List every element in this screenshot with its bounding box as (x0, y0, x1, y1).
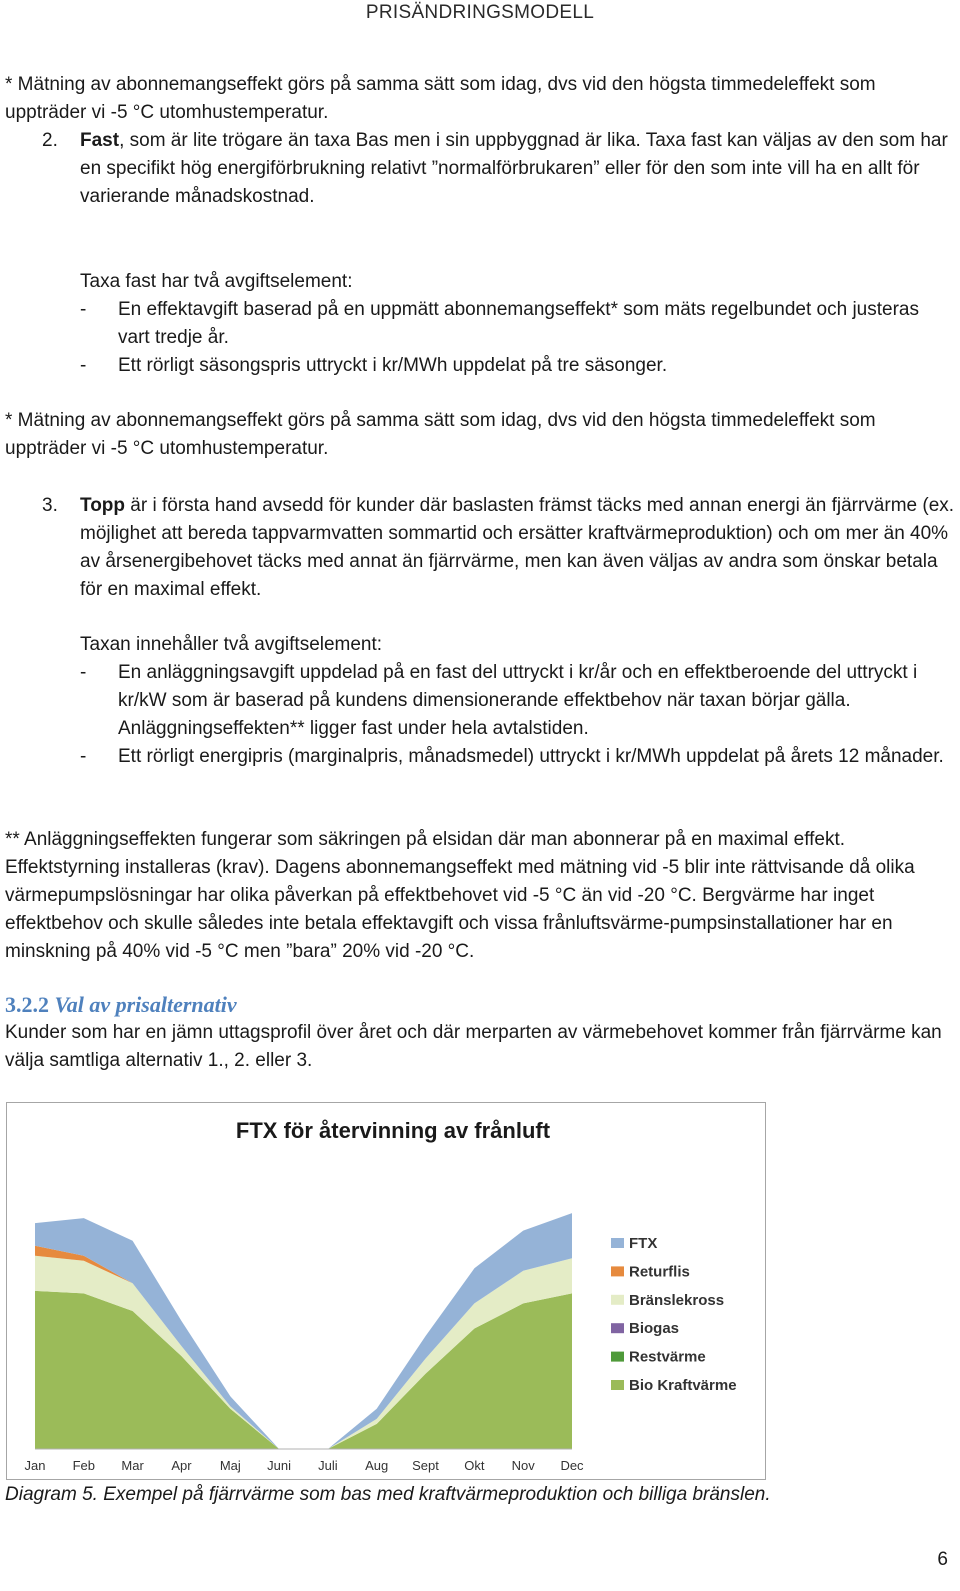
footnote-abonnemangseffekt-2: * Mätning av abonnemangseffekt görs på samma sätt som idag, dvs vid den högsta timmedeleffekt som uppträder vi -5 °C utomhustemperatur. (5, 410, 876, 459)
legend-label: Biogas (629, 1320, 680, 1338)
bullet-item: - Ett rörligt säsongspris uttryckt i kr/MWh uppdelat på tre säsonger. (80, 352, 955, 380)
x-tick-label: Nov (511, 1458, 535, 1473)
figure-caption: Diagram 5. Exempel på fjärrvärme som bas med kraftvärmeproduktion och billiga bränslen. (5, 1484, 771, 1505)
section-heading (5, 990, 237, 1020)
legend-swatch (611, 1238, 624, 1248)
bullet-item: - En anläggningsavgift uppdelad på en fast del uttryckt i kr/år och en effektberoende del uttryckt i kr/kW som är baserad på kundens dimensionerande effektbehov när taxan börjar gälla. Anläggningseffekten** ligger fast under hela avtalstiden. (80, 659, 955, 743)
list-item-fast (80, 127, 955, 211)
x-tick-label: Sept (412, 1458, 439, 1473)
x-tick-label: Dec (560, 1458, 584, 1473)
legend-swatch (611, 1295, 624, 1305)
list-item-text: är i första hand avsedd för kunder där baslasten främst täcks med annan energi än fjärrvärme (ex. möjlighet att bereda tappvarmvatten sommartid och ersätter kraftvärmeproduktion) och om mer än 40% av årsenergibehovet täcks med annat än fjärrvärme, men kan även väljas av andra som önskar betala för en maximal effekt. (80, 495, 955, 600)
page-header: PRISÄNDRINGSMODELL (365, 2, 595, 23)
chart-legend (611, 1235, 737, 1394)
footnote-abonnemangseffekt: * Mätning av abonnemangseffekt görs på samma sätt som idag, dvs vid den högsta timmedeleffekt som uppträder vi -5 °C utomhustemperatur. (5, 74, 876, 123)
page-number: 6 (937, 1549, 948, 1570)
area-chart (6, 1102, 766, 1480)
bullet-item: - En effektavgift baserad på en uppmätt abonnemangseffekt* som mäts regelbundet och justeras vart tredje år. (80, 296, 955, 352)
legend-swatch (611, 1352, 624, 1362)
x-tick-label: Juli (318, 1458, 338, 1473)
bullet-text: En anläggningsavgift uppdelad på en fast del uttryckt i kr/år och en effektberoende del uttryckt i kr/kW som är baserad på kundens dimensionerande effektbehov när taxan börjar gälla. Anläggningseffekten** ligger fast under hela avtalstiden. (118, 662, 918, 739)
chart-areas (35, 1213, 572, 1449)
bullet-text: En effektavgift baserad på en uppmätt abonnemangseffekt* som mäts regelbundet och justeras vart tredje år. (118, 299, 919, 348)
legend-swatch (611, 1266, 624, 1276)
bullet-item: - Ett rörligt energipris (marginalpris, månadsmedel) uttryckt i kr/MWh uppdelat på årets 12 månader. (80, 743, 955, 771)
fee-intro-fast: Taxa fast har två avgiftselement: (80, 271, 353, 292)
legend-label: Bio Kraftvärme (629, 1377, 737, 1394)
legend-label: Restvärme (629, 1348, 706, 1366)
bullet-text: Ett rörligt säsongspris uttryckt i kr/MWh uppdelat på tre säsonger. (118, 355, 668, 376)
legend-label: FTX (629, 1235, 658, 1252)
section-number: 3.2.2 (5, 992, 49, 1017)
legend-swatch (611, 1380, 624, 1390)
x-tick-label: Jan (24, 1458, 46, 1473)
list-item-topp (80, 492, 955, 604)
list-item-text: , som är lite trögare än taxa Bas men i sin uppbyggnad är lika. Taxa fast kan väljas av den som har en specifikt hög energiförbrukning relativt ”normalförbrukaren” eller för den som inte vill ha en allt för varierande månadskostnad. (80, 130, 948, 207)
section-text: Kunder som har en jämn uttagsprofil över året och där merparten av värmebehovet kommer från fjärrvärme kan välja samtliga alternativ 1., 2. eller 3. (5, 1022, 942, 1071)
legend-label: Returflis (629, 1263, 690, 1281)
x-tick-label: Okt (464, 1458, 485, 1473)
fee-intro-topp: Taxan innehåller två avgiftselement: (80, 634, 383, 655)
list-number-2: 2. (42, 130, 58, 151)
x-tick-label: Juni (267, 1458, 292, 1473)
x-tick-label: Aug (365, 1458, 389, 1473)
legend-label: Bränslekross (629, 1291, 725, 1309)
x-tick-label: Mar (121, 1458, 144, 1473)
chart-title: FTX för återvinning av frånluft (235, 1118, 551, 1143)
footnote-anlaggningseffekt: ** Anläggningseffekten fungerar som säkringen på elsidan där man abonnerar på en maximal effekt. Effektstyrning installeras (krav). Dagens abonnemangseffekt med mätning vid -5 blir inte rättvisande då olika värmepumpslösningar har olika påverkan på effektbehovet vid -5 °C än vid -20 °C. Bergvärme har inget effektbehov och skulle således inte betala effektavgift och vissa frånluftsvärme-pumpsinstallationer har en minskning på 40% vid -5 °C men ”bara” 20% vid -20 °C. (5, 829, 915, 962)
chart-x-axis (25, 1449, 585, 1473)
section-title: Val av prisalternativ (54, 992, 237, 1017)
x-tick-label: Maj (219, 1458, 241, 1473)
x-tick-label: Feb (72, 1458, 96, 1473)
list-item-lead: Topp (80, 495, 126, 516)
list-number-3: 3. (42, 495, 58, 516)
bullet-text: Ett rörligt energipris (marginalpris, månadsmedel) uttryckt i kr/MWh uppdelat på årets 12 månader. (118, 746, 944, 767)
legend-swatch (611, 1323, 624, 1333)
chart-svg (7, 1103, 767, 1481)
x-tick-label: Apr (171, 1458, 192, 1473)
list-item-lead: Fast (80, 130, 120, 151)
